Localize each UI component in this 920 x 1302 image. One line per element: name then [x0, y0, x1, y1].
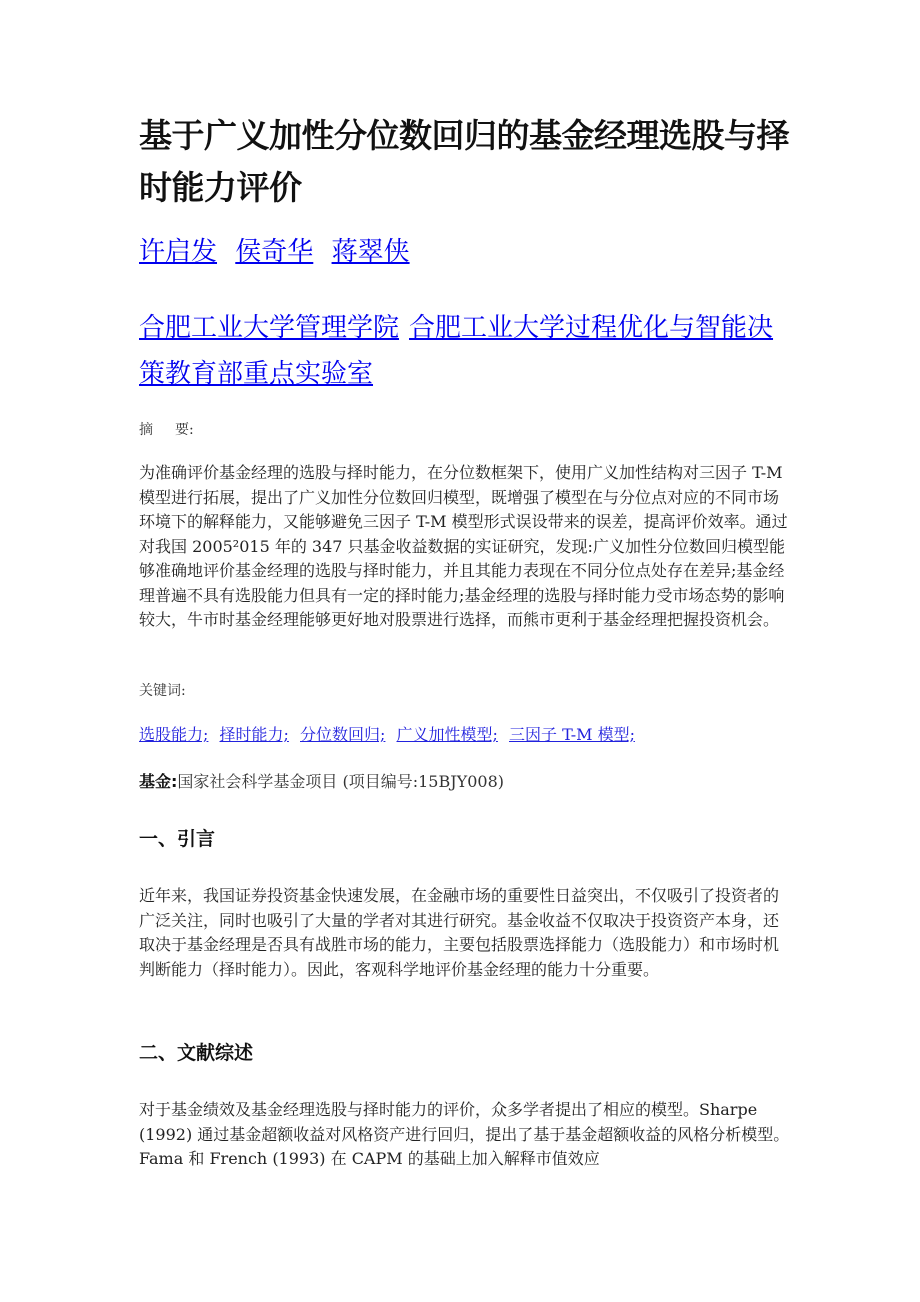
- affiliation-list: [139, 305, 789, 397]
- section-body-literature-review: 对于基金绩效及基金经理选股与择时能力的评价，众多学者提出了相应的模型。Sharpe (1992) 通过基金超额收益对风格资产进行回归，提出了基于基金超额收益的风格分析模型。Fama 和 French (1993) 在 CAPM 的基础上加入解释市值效应: [139, 1100, 790, 1168]
- paper-title: 基于广义加性分位数回归的基金经理选股与择时能力评价: [139, 116, 789, 207]
- abstract-label-left: 摘: [139, 422, 153, 438]
- keyword-list: [139, 723, 641, 747]
- keywords-label: 关键词:: [139, 683, 186, 699]
- affiliation-link[interactable]: 合肥工业大学过程优化与智能决策教育部重点实验室: [139, 313, 774, 389]
- keyword-link[interactable]: 广义加性模型;: [396, 725, 498, 744]
- keyword-link[interactable]: 择时能力;: [219, 725, 289, 744]
- author-link[interactable]: 蒋翠侠: [331, 237, 410, 267]
- keyword-link[interactable]: 选股能力;: [139, 725, 209, 744]
- section-heading-introduction: 一、引言: [139, 828, 216, 850]
- author-link[interactable]: 许启发: [139, 237, 218, 267]
- abstract-label: [139, 420, 194, 440]
- keyword-link[interactable]: 三因子 T-M 模型;: [509, 725, 635, 744]
- abstract-label-right: 要:: [175, 422, 194, 438]
- funding-info: [139, 770, 504, 794]
- funding-text: 国家社会科学基金项目 (项目编号:15BJY008): [177, 772, 505, 791]
- funding-label: 基金:: [139, 772, 178, 791]
- affiliation-link[interactable]: 合肥工业大学管理学院: [139, 313, 400, 343]
- author-link[interactable]: 侯奇华: [235, 237, 314, 267]
- keyword-link[interactable]: 分位数回归;: [300, 725, 386, 744]
- section-heading-literature-review: 二、文献综述: [139, 1042, 254, 1064]
- abstract-text: 为准确评价基金经理的选股与择时能力，在分位数框架下，使用广义加性结构对三因子 T-M 模型进行拓展，提出了广义加性分位数回归模型，既增强了模型在与分位点对应的不同市场环境下的解释能力，又能够避免三因子 T-M 模型形式误设带来的误差，提高评价效率。通过对我国 2005²015 年的 347 只基金收益数据的实证研究，发现:广义加性分位数回归模型能够准确地评价基金经理的选股与择时能力，并且其能力表现在不同分位点处存在差异;基金经理普遍不具有选股能力但具有一定的择时能力;基金经理的选股与择时能力受市场态势的影响较大，牛市时基金经理能够更好地对股票进行选择，而熊市更利于基金经理把握投资机会。: [139, 463, 788, 629]
- author-list: [139, 232, 420, 272]
- section-body-introduction: 近年来，我国证券投资基金快速发展，在金融市场的重要性日益突出，不仅吸引了投资者的广泛关注，同时也吸引了大量的学者对其进行研究。基金收益不仅取决于投资资产本身，还取决于基金经理是否具有战胜市场的能力，主要包括股票选择能力（选股能力）和市场时机判断能力（择时能力）。因此，客观科学地评价基金经理的能力十分重要。: [139, 886, 780, 979]
